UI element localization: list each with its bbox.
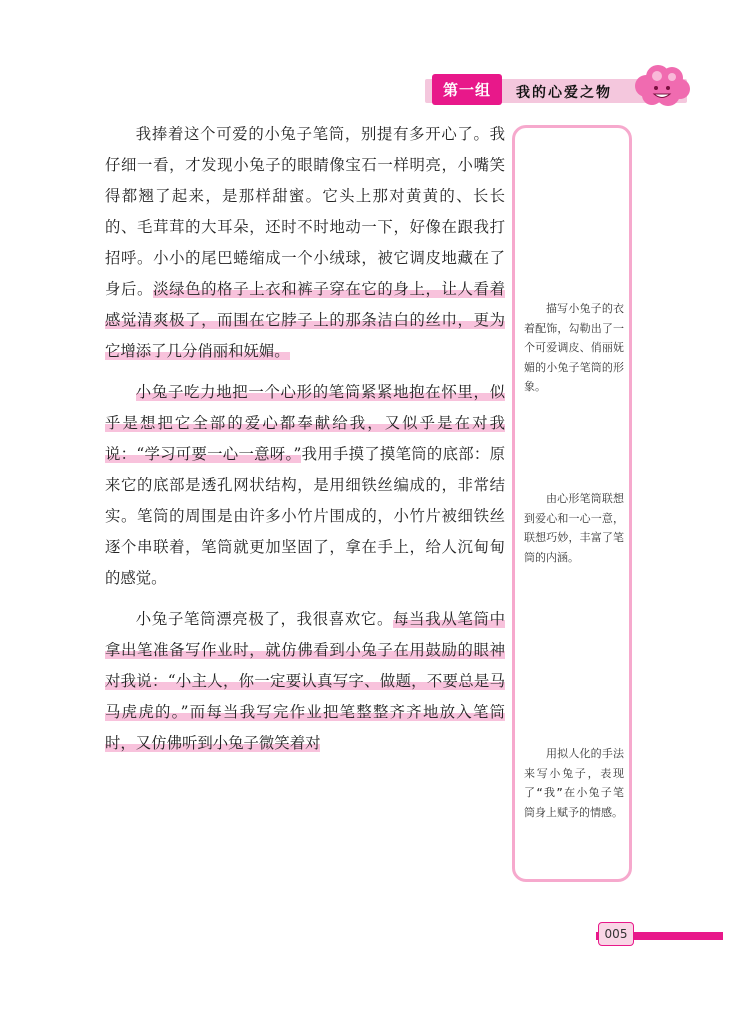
body-paragraph — [105, 377, 505, 594]
article-body — [105, 119, 505, 769]
paragraph-text: 我用手摸了摸笔筒的底部：原来它的底部是透孔网状结构，是用细铁丝编成的，非常结实。笔筒的周围是由许多小竹片围成的，小竹片被细铁丝逐个串联着，笔筒就更加坚固了，拿在手上，给人沉甸甸的感觉。 — [105, 445, 505, 587]
chapter-header — [0, 70, 741, 110]
paragraph-text: 小兔子笔筒漂亮极了，我很喜欢它。 — [135, 610, 394, 628]
group-label-box — [432, 74, 502, 105]
margin-note-3: 用拟人化的手法来写小兔子，表现了“我”在小兔子笔筒身上赋予的情感。 — [524, 747, 624, 819]
smiling-pink-cloud-icon — [632, 64, 692, 108]
margin-note-1: 描写小兔子的衣着配饰，勾勒出了一个可爱调皮、俏丽妩媚的小兔子笔筒的形象。 — [524, 302, 624, 393]
paragraph-text: 我捧着这个可爱的小兔子笔筒，别提有多开心了。我仔细一看，才发现小兔子的眼睛像宝石一样明亮，小嘴笑得都翘了起来，是那样甜蜜。它头上那对黄黄的、长长的、毛茸茸的大耳朵，还时不时地动一下，好像在跟我打招呼。小小的尾巴蜷缩成一个小绒球，被它调皮地藏在了身后。 — [105, 125, 505, 298]
margin-note-2: 由心形笔筒联想到爱心和一心一意，联想巧妙，丰富了笔筒的内涵。 — [524, 492, 624, 564]
body-paragraph — [105, 604, 505, 759]
body-paragraph — [105, 119, 505, 367]
page-number: 005 — [604, 927, 628, 941]
page-number-tab — [598, 922, 634, 946]
highlighted-text: 小兔子吃力地把一个心形的笔筒紧紧地抱在怀里，似乎是想把它全部的爱心都奉献给我，又似乎是在对我说：“学习可要一心一意呀。” — [105, 383, 505, 463]
chapter-title: 我的心爱之物 — [516, 85, 612, 101]
highlighted-text: 淡绿色的格子上衣和裤子穿在它的身上，让人看着感觉清爽极了，而围在它脖子上的那条洁白的丝巾，更为它增添了几分俏丽和妩媚。 — [105, 280, 505, 360]
highlighted-text: 每当我从笔筒中拿出笔准备写作业时，就仿佛看到小兔子在用鼓励的眼神对我说：“小主人，你一定要认真写字、做题，不要总是马马虎虎的。”而每当我写完作业把笔整整齐齐地放入笔筒时，又仿佛听到小兔子微笑着对 — [105, 610, 505, 752]
group-label: 第一组 — [442, 81, 491, 99]
